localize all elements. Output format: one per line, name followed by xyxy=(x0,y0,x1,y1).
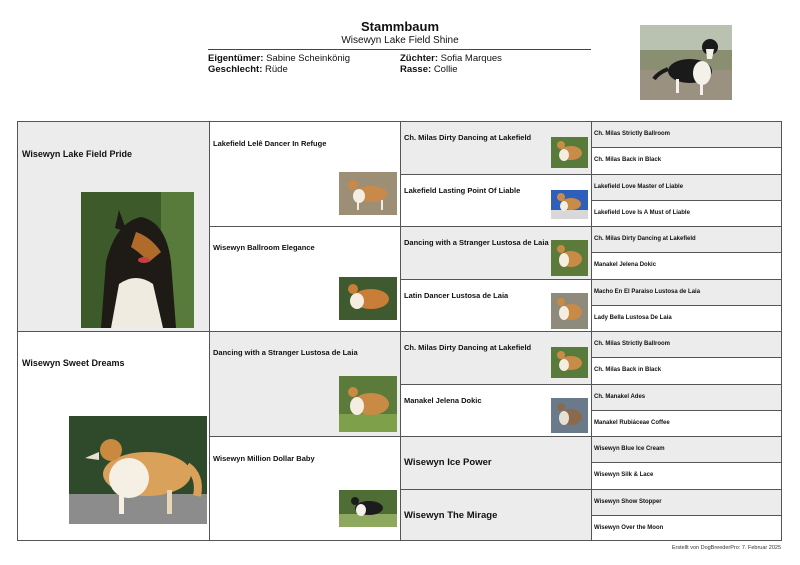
pedigree-gen4-9 xyxy=(592,332,782,358)
pedigree-table xyxy=(17,121,782,541)
main-dog-photo xyxy=(640,25,732,100)
pedigree-gen4-11 xyxy=(592,385,782,411)
gen4-3-name: Lakefield Love Master of Liable xyxy=(594,184,684,190)
page-title: Stammbaum xyxy=(360,19,440,34)
pedigree-gen3-5 xyxy=(401,332,592,385)
owner-value: Sabine Scheinkönig xyxy=(266,53,351,64)
pedigree-gen4-14 xyxy=(592,463,782,490)
gen3-5-name: Ch. Milas Dirty Dancing at Lakefield xyxy=(404,343,532,352)
gen4-11-name: Ch. Manakel Ades xyxy=(594,394,646,400)
header-divider xyxy=(208,49,591,50)
pedigree-gen4-3 xyxy=(592,175,782,201)
pedigree-gen4-16 xyxy=(592,516,782,541)
gen3-5-photo xyxy=(551,347,588,378)
gen3-3-name: Dancing with a Stranger Lustosa de Laia xyxy=(404,238,549,247)
sex-value: Rüde xyxy=(265,64,288,75)
pedigree-gen4-4 xyxy=(592,201,782,227)
gen3-8-name: Wisewyn The Mirage xyxy=(404,510,498,521)
gen4-1-name: Ch. Milas Strictly Ballroom xyxy=(594,131,671,137)
gen2-4-photo xyxy=(339,490,397,527)
gen4-4-name: Lakefield Love Is A Must of Liable xyxy=(594,210,690,216)
gen4-13-name: Wisewyn Blue Ice Cream xyxy=(594,446,665,452)
gen4-9-name: Ch. Milas Strictly Ballroom xyxy=(594,341,671,347)
sire-photo xyxy=(81,192,194,328)
owner-label: Eigentümer: xyxy=(208,53,264,64)
breed-label: Rasse: xyxy=(400,64,432,75)
pedigree-gen3-2 xyxy=(401,175,592,227)
gen2-1-name: Lakefield Lelê Dancer In Refuge xyxy=(213,139,327,148)
gen4-15-name: Wisewyn Show Stopper xyxy=(594,499,662,505)
pedigree-gen4-5 xyxy=(592,227,782,253)
pedigree-gen4-6 xyxy=(592,253,782,280)
breeder-info xyxy=(400,53,502,64)
pedigree-gen4-13 xyxy=(592,437,782,463)
gen2-1-photo xyxy=(339,172,397,215)
pedigree-gen4-2 xyxy=(592,148,782,175)
pedigree-gen3-4 xyxy=(401,280,592,332)
gen4-5-name: Ch. Milas Dirty Dancing at Lakefield xyxy=(594,236,696,242)
gen3-7-name: Wisewyn Ice Power xyxy=(404,457,492,468)
gen3-2-photo xyxy=(551,190,588,219)
pedigree-gen3-3 xyxy=(401,227,592,280)
pedigree-gen3-6 xyxy=(401,385,592,437)
pedigree-gen4-12 xyxy=(592,411,782,437)
breed-info xyxy=(400,64,458,75)
sex-label: Geschlecht: xyxy=(208,64,263,75)
dam-photo xyxy=(69,416,207,524)
sire-name: Wisewyn Lake Field Pride xyxy=(22,149,132,159)
gen2-2-photo xyxy=(339,277,397,320)
gen3-3-photo xyxy=(551,240,588,276)
dog-name-subtitle: Wisewyn Lake Field Shine xyxy=(341,35,459,46)
owner-info xyxy=(208,53,350,64)
gen2-2-name: Wisewyn Ballroom Elegance xyxy=(213,243,315,252)
gen3-4-name: Latin Dancer Lustosa de Laia xyxy=(404,291,509,300)
pedigree-gen4-15 xyxy=(592,490,782,516)
pedigree-gen3-8 xyxy=(401,490,592,541)
gen4-6-name: Manakel Jelena Dokic xyxy=(594,262,657,268)
footer-credit: Erstellt von DogBreederPro: 7. Februar 2025 xyxy=(671,545,781,551)
pedigree-gen2-1 xyxy=(210,122,401,227)
pedigree-gen3-7 xyxy=(401,437,592,490)
breeder-value: Sofia Marques xyxy=(440,53,502,64)
pedigree-gen2-4 xyxy=(210,437,401,541)
gen4-8-name: Lady Bella Lustosa De Laia xyxy=(594,315,672,321)
pedigree-gen2-2 xyxy=(210,227,401,332)
breed-value: Collie xyxy=(433,64,458,75)
gen3-6-photo xyxy=(551,398,588,433)
gen4-14-name: Wisewyn Silk & Lace xyxy=(594,472,654,478)
gen4-7-name: Macho En El Paraiso Lustosa de Laia xyxy=(594,289,701,295)
gen3-2-name: Lakefield Lasting Point Of Liable xyxy=(404,186,521,195)
pedigree-gen4-8 xyxy=(592,306,782,332)
gen3-1-photo xyxy=(551,137,588,168)
gen2-3-name: Dancing with a Stranger Lustosa de Laia xyxy=(213,348,358,357)
pedigree-gen4-10 xyxy=(592,358,782,385)
gen4-10-name: Ch. Milas Back in Black xyxy=(594,367,662,373)
gen4-16-name: Wisewyn Over the Moon xyxy=(594,525,664,531)
gen3-1-name: Ch. Milas Dirty Dancing at Lakefield xyxy=(404,133,532,142)
pedigree-gen4-1 xyxy=(592,122,782,148)
sire xyxy=(18,122,210,332)
gen4-2-name: Ch. Milas Back in Black xyxy=(594,157,662,163)
pedigree-gen3-1 xyxy=(401,122,592,175)
gen3-6-name: Manakel Jelena Dokic xyxy=(404,396,482,405)
breeder-label: Züchter: xyxy=(400,53,438,64)
dam xyxy=(18,332,210,541)
sex-info xyxy=(208,64,288,75)
gen3-4-photo xyxy=(551,293,588,329)
pedigree-gen4-7 xyxy=(592,280,782,306)
gen2-3-photo xyxy=(339,376,397,432)
pedigree-gen2-3 xyxy=(210,332,401,437)
gen2-4-name: Wisewyn Million Dollar Baby xyxy=(213,454,315,463)
dam-name: Wisewyn Sweet Dreams xyxy=(22,358,125,368)
gen4-12-name: Manakel Rubiáceae Coffee xyxy=(594,420,670,426)
